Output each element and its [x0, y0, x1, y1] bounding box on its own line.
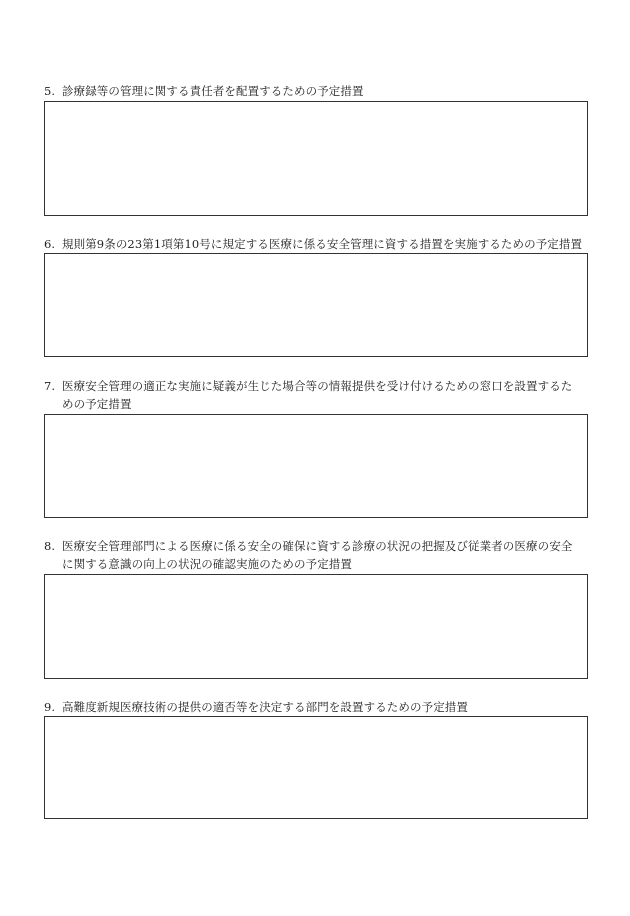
- section-title-line: 診療録等の管理に関する責任者を配置するための予定措置: [62, 84, 364, 98]
- section-title: [62, 377, 588, 413]
- section-item-5: [44, 82, 588, 100]
- answer-box[interactable]: [44, 414, 588, 518]
- section-number: 9.: [44, 700, 56, 714]
- answer-box[interactable]: [44, 716, 588, 819]
- section-item-7: [44, 377, 588, 413]
- section-title-line: 医療安全管理部門による医療に係る安全の確保に資する診療の状況の把握及び従業者の医療の安全: [62, 539, 573, 553]
- section-title-line: 高難度新規医療技術の提供の適否等を決定する部門を設置するための予定措置: [62, 700, 468, 714]
- section-heading: [44, 377, 588, 413]
- section-heading: [44, 82, 588, 100]
- section-title: [62, 537, 588, 573]
- section-number: 8.: [44, 539, 56, 553]
- section-number: 6.: [44, 237, 56, 251]
- section-number: 5.: [44, 84, 56, 98]
- section-title: [62, 82, 588, 100]
- section-title-line: に関する意識の向上の状況の確認実施のための予定措置: [62, 557, 352, 571]
- section-title: [62, 235, 588, 253]
- answer-box[interactable]: [44, 574, 588, 679]
- section-item-6: [44, 235, 588, 253]
- section-title-line: 医療安全管理の適正な実施に疑義が生じた場合等の情報提供を受け付けるための窓口を設置するた: [62, 379, 573, 393]
- section-heading: [44, 235, 588, 253]
- section-number: 7.: [44, 379, 56, 393]
- section-item-9: [44, 698, 588, 716]
- section-title: [62, 698, 588, 716]
- section-title-line: めの予定措置: [62, 397, 132, 411]
- answer-box[interactable]: [44, 101, 588, 216]
- answer-box[interactable]: [44, 253, 588, 357]
- section-title-line: 規則第9条の23第1項第10号に規定する医療に係る安全管理に資する措置を実施するための予定措置: [62, 237, 583, 251]
- section-item-8: [44, 537, 588, 573]
- section-heading: [44, 537, 588, 573]
- section-heading: [44, 698, 588, 716]
